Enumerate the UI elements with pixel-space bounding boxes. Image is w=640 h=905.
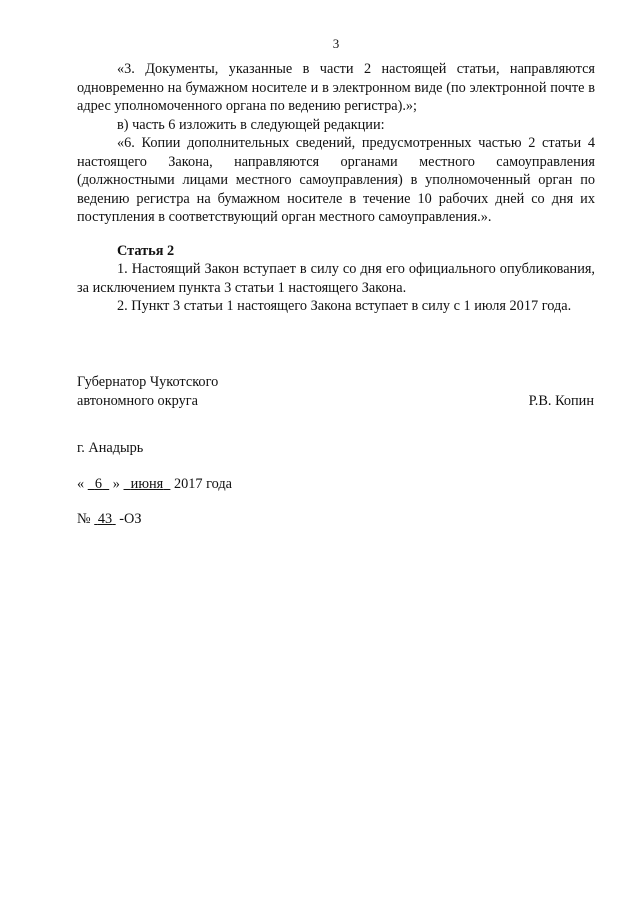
date-close-quote: » [112, 476, 120, 492]
article-2-paragraph-2: 2. Пункт 3 статьи 1 настоящего Закона вступает в силу с 1 июля 2017 года. [117, 298, 572, 314]
date-day: 6 [94, 476, 103, 492]
law-number-value: 43 [97, 511, 113, 527]
paragraph-part6-text: «6. Копии дополнительных сведений, предусмотренных частью 2 статьи 4 настоящего Закона, направляются органами местного самоуправления (должностными лицами местного самоуправления) в уполномоченный орган по ведению регистра на бумажном носителе в течение 10 рабочих дней со дня их поступления в соответствующий орган местного самоуправления.». [77, 135, 595, 225]
article-2-paragraph-1: 1. Настоящий Закон вступает в силу со дня его официального опубликования, за исключением пункта 3 статьи 1 настоящего Закона. [77, 261, 595, 296]
signature-block [77, 373, 594, 410]
page-number: 3 [332, 36, 340, 51]
signatory-title-line-1: Губернатор Чукотского [77, 374, 219, 390]
law-number-suffix: -ОЗ [119, 511, 142, 527]
signature-line [77, 392, 594, 411]
paragraph-part3-documents: «3. Документы, указанные в части 2 настоящей статьи, направляются одновременно на бумажном носителе и в электронном виде (по электронной почте в адрес уполномоченного органа по ведению регистра).»; [77, 61, 595, 114]
document-body [77, 60, 595, 316]
signatory-name: Р.В. Копин [528, 392, 594, 409]
signing-date [77, 476, 232, 493]
date-year: 2017 года [173, 476, 233, 492]
article-2-heading: Статья 2 [117, 242, 175, 259]
date-month: июня [130, 476, 164, 492]
date-open-quote: « [77, 476, 85, 492]
law-number [77, 511, 142, 528]
place-of-signing: г. Анадырь [77, 440, 144, 456]
signatory-title-line-2: автономного округа [77, 392, 198, 409]
paragraph-part6-intro: в) часть 6 изложить в следующей редакции: [117, 116, 385, 133]
law-number-prefix: № [77, 511, 91, 527]
